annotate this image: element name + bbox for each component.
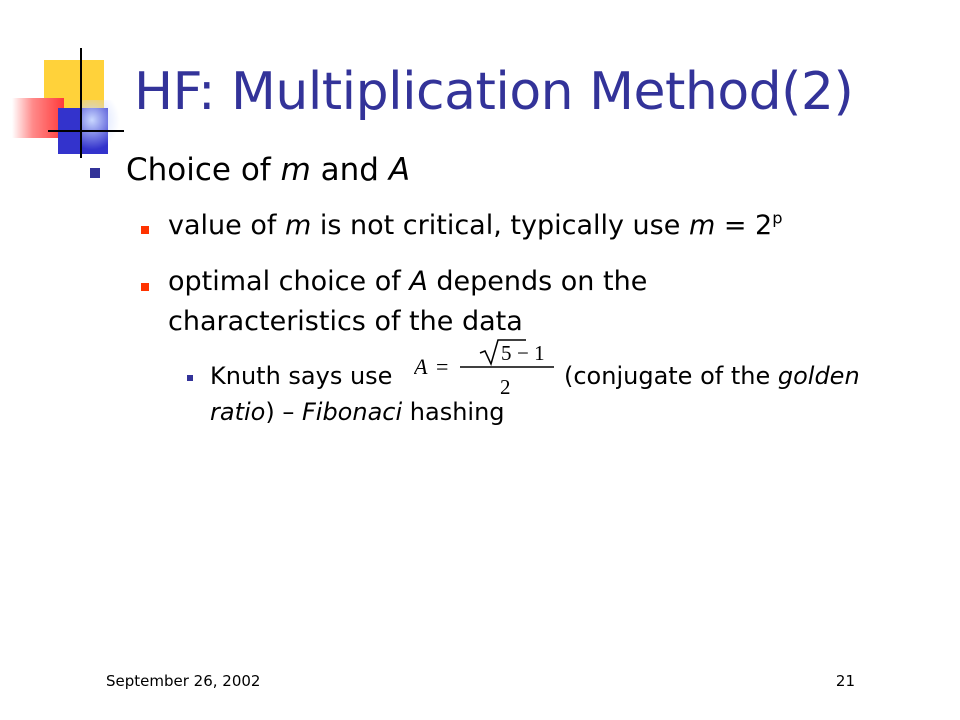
golden-ratio-formula: [414, 338, 560, 398]
decoration-glow: [80, 100, 120, 150]
bullet-conjugate-golden: (conjugate of the golden: [564, 362, 860, 390]
slide-title: HF: Multiplication Method(2): [134, 62, 854, 122]
bullet-marker: [141, 283, 149, 291]
bullet-optimal-choice-line2: characteristics of the data: [168, 306, 523, 337]
footer-page-number: 21: [835, 672, 855, 690]
bullet-marker: [187, 375, 193, 381]
bullet-marker: [141, 226, 149, 234]
formula-equals: =: [436, 354, 449, 379]
footer-date: September 26, 2002: [106, 672, 261, 690]
bullet-optimal-choice-line1: optimal choice of A depends on the: [168, 266, 648, 297]
bullet-choice-of-m-and-a: Choice of m and A: [126, 152, 411, 188]
bullet-fibonaci-hashing: ratio) – Fibonaci hashing: [210, 398, 505, 426]
bullet-knuth-says-use: Knuth says use: [210, 362, 393, 390]
formula-root-arg: 5: [501, 341, 512, 365]
decoration-red-square: [12, 98, 64, 138]
formula-minus-one: − 1: [517, 341, 545, 365]
bullet-marker: [90, 168, 100, 178]
formula-lhs: A: [414, 354, 428, 379]
decoration-vertical-line: [80, 48, 82, 158]
bullet-value-of-m: value of m is not critical, typically use $m = 2^p$: [168, 208, 783, 241]
formula-denominator: 2: [500, 375, 511, 398]
decoration-horizontal-line: [48, 130, 124, 132]
